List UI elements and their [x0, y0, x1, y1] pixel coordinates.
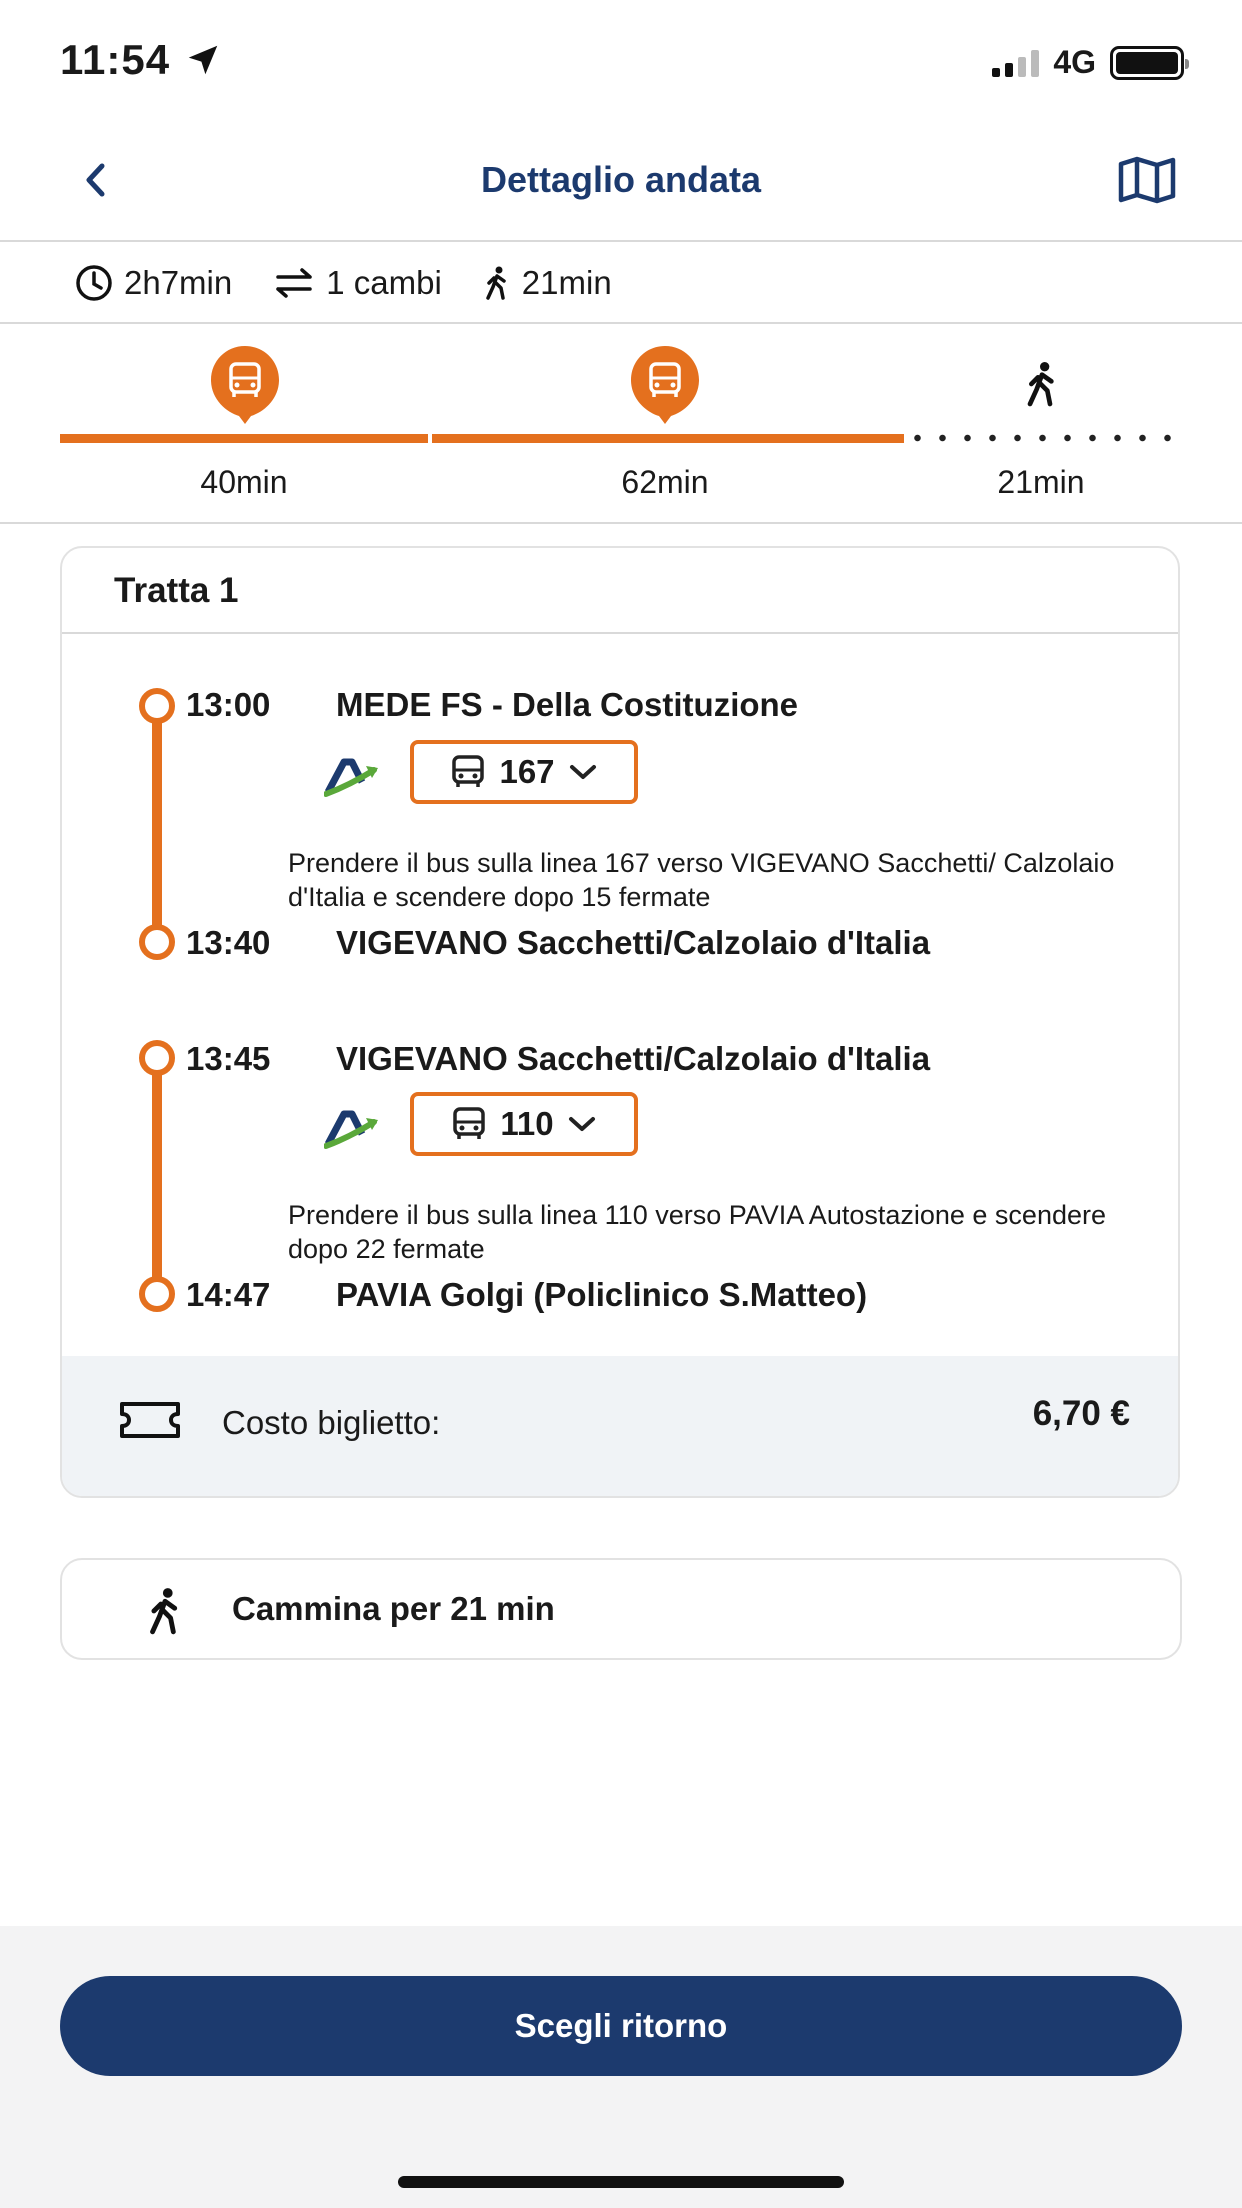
network-type: 4G	[1053, 44, 1096, 80]
location-arrow-icon	[184, 41, 222, 79]
summary-walk-text: 21min	[521, 264, 612, 301]
status-time: 11:54	[60, 36, 171, 83]
line-number: 167	[499, 753, 555, 790]
card-title: Tratta 1	[62, 548, 1178, 634]
summary-changes-text: 1 cambi	[326, 264, 442, 301]
operator-logo-icon	[324, 758, 382, 800]
legs-list	[62, 634, 1178, 1354]
departure-time: 13:45	[186, 1040, 271, 1077]
walk-segment-icon	[1012, 354, 1072, 414]
signal-icon	[992, 49, 1039, 77]
departure-stop: MEDE FS - Della Costituzione	[336, 686, 799, 723]
summary-duration	[74, 263, 232, 303]
swap-arrows-icon	[272, 267, 316, 299]
stop-dot	[139, 1276, 175, 1312]
trip-summary	[0, 244, 1242, 324]
map-icon	[1117, 156, 1177, 204]
leg-instructions: Prendere il bus sulla linea 167 verso VIGEVANO Sacchetti/ Calzolaio d'Italia e scendere dopo 15 fermate	[288, 848, 1115, 912]
bus-icon	[452, 1106, 486, 1142]
segment-duration: 40min	[200, 464, 288, 500]
walk-leg-card[interactable]	[60, 1558, 1182, 1660]
departure-stop: VIGEVANO Sacchetti/Calzolaio d'Italia	[336, 1040, 931, 1077]
ticket-cost-row	[62, 1356, 1180, 1498]
segment-duration: 62min	[621, 464, 709, 500]
stop-dot	[139, 688, 175, 724]
cost-value: 6,70 €	[1032, 1394, 1130, 1433]
chevron-down-icon	[568, 1114, 596, 1134]
walk-label: Cammina per 21 min	[232, 1590, 555, 1627]
home-indicator[interactable]	[398, 2176, 844, 2188]
segment-duration: 21min	[997, 464, 1085, 500]
status-time-group	[60, 36, 222, 84]
leg-instructions: Prendere il bus sulla linea 110 verso PAVIA Autostazione e scendere dopo 22 fermate	[288, 1200, 1107, 1264]
footer	[0, 1926, 1242, 2208]
summary-duration-text: 2h7min	[124, 264, 233, 301]
trip-timeline	[0, 326, 1242, 524]
stop-dot	[139, 1040, 175, 1076]
arrival-time: 14:47	[186, 1276, 271, 1313]
walk-icon	[142, 1586, 188, 1636]
route-line	[152, 690, 162, 926]
status-indicators	[992, 44, 1184, 81]
summary-walk	[482, 264, 612, 302]
line-selector-button[interactable]	[410, 1092, 638, 1156]
line-number: 110	[500, 1105, 554, 1142]
ticket-icon	[118, 1400, 182, 1440]
chevron-down-icon	[569, 762, 597, 782]
status-bar	[0, 0, 1242, 120]
timeline-bar-bus-1	[60, 434, 428, 443]
line-selector-button[interactable]	[410, 740, 638, 804]
bus-pin-icon	[629, 344, 701, 426]
bus-pin-icon	[209, 344, 281, 426]
route-line	[152, 1042, 162, 1278]
leg-card	[60, 546, 1180, 1498]
cost-label: Costo biglietto:	[222, 1404, 441, 1441]
choose-return-button[interactable]: Scegli ritorno	[60, 1976, 1182, 2076]
arrival-stop: PAVIA Golgi (Policlinico S.Matteo)	[336, 1276, 868, 1313]
bus-icon	[451, 754, 485, 790]
timeline-bar-bus-2	[432, 434, 904, 443]
walk-icon	[482, 265, 512, 301]
arrival-stop: VIGEVANO Sacchetti/Calzolaio d'Italia	[336, 924, 931, 961]
stop-dot	[139, 924, 175, 960]
timeline-bar-walk	[905, 433, 1185, 443]
arrival-time: 13:40	[186, 924, 271, 961]
operator-logo-icon	[324, 1110, 382, 1152]
walk-icon	[1022, 360, 1062, 408]
page-title: Dettaglio andata	[480, 159, 762, 200]
summary-changes	[272, 264, 442, 302]
map-button[interactable]	[1112, 150, 1182, 210]
departure-time: 13:00	[186, 686, 271, 723]
header	[0, 120, 1242, 242]
clock-icon	[74, 263, 114, 303]
battery-icon	[1110, 46, 1184, 80]
